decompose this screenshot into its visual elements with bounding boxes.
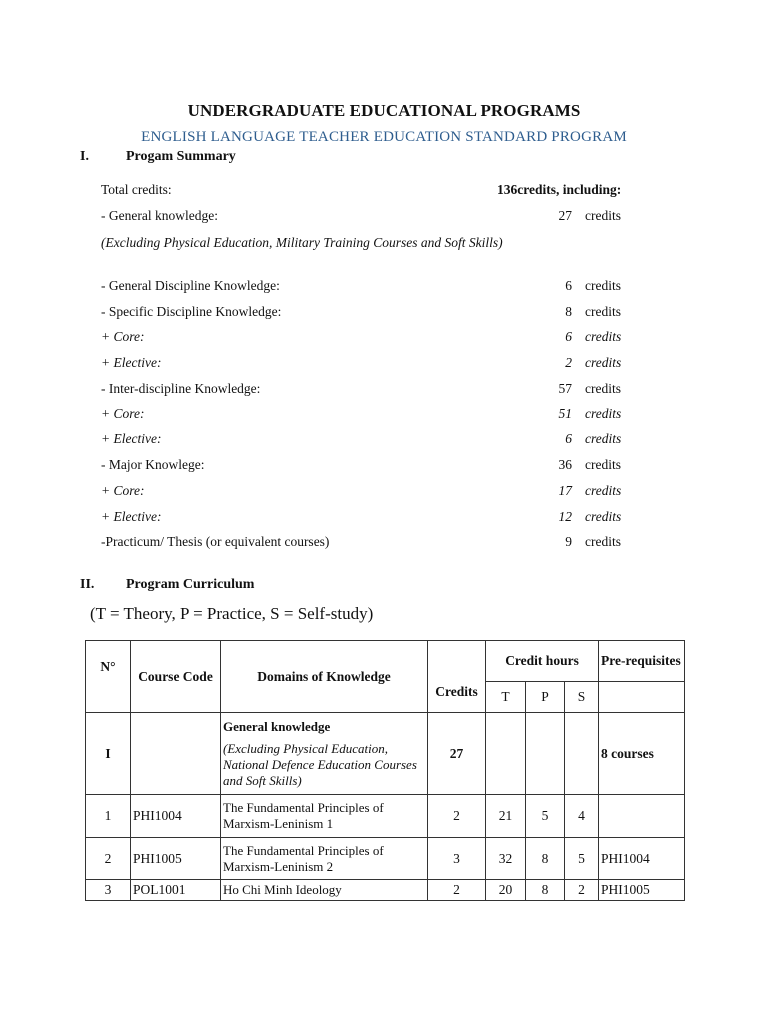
- table-row: [86, 795, 685, 838]
- summary-row: [101, 457, 661, 475]
- summary-unit: credits: [585, 208, 621, 223]
- group-prerequisites: 8 courses: [599, 713, 685, 795]
- group-title: General knowledge: [223, 718, 331, 734]
- summary-unit: credits: [585, 355, 622, 370]
- summary-unit: credits: [585, 329, 622, 344]
- summary-value: 36: [558, 457, 572, 472]
- summary-value: 9: [565, 534, 572, 549]
- summary-value: 6: [565, 329, 572, 344]
- header-prerequisites-blank: [599, 682, 685, 713]
- summary-label: + Core:: [101, 329, 145, 344]
- group-note: (Excluding Physical Education, National Defence Education Courses and Soft Skills): [223, 740, 417, 788]
- summary-note: (Excluding Physical Education, Military Training Courses and Soft Skills): [101, 235, 503, 250]
- row-credits: 3: [428, 838, 486, 880]
- summary-total-value: 136credits, including:: [497, 182, 622, 197]
- summary-row: [101, 406, 661, 424]
- summary-label: - Specific Discipline Knowledge:: [101, 304, 282, 319]
- summary-row: [101, 278, 661, 296]
- row-number: 2: [86, 838, 131, 880]
- group-code-blank: [131, 713, 221, 795]
- summary-value: 2: [565, 355, 572, 370]
- summary-value: 57: [558, 381, 572, 396]
- summary-row: [101, 304, 661, 322]
- header-domains: Domains of Knowledge: [221, 641, 428, 713]
- row-course-code: PHI1005: [131, 838, 221, 880]
- group-domain-cell: [221, 713, 428, 795]
- row-self-study: 2: [565, 880, 599, 901]
- group-t-blank: [486, 713, 526, 795]
- section-number: I.: [80, 149, 89, 164]
- curriculum-table: [85, 640, 685, 901]
- group-p-blank: [526, 713, 565, 795]
- summary-label: + Elective:: [101, 431, 162, 446]
- row-course-name: Ho Chi Minh Ideology: [221, 880, 428, 901]
- row-course-code: PHI1004: [131, 795, 221, 838]
- summary-unit: credits: [585, 278, 621, 293]
- header-credits: Credits: [428, 641, 486, 713]
- summary-unit: credits: [585, 406, 622, 421]
- summary-row: [101, 381, 661, 399]
- summary-label: + Core:: [101, 483, 145, 498]
- header-theory: T: [486, 682, 526, 713]
- table-row: [86, 838, 685, 880]
- summary-value: 17: [558, 483, 572, 498]
- summary-row: [101, 483, 661, 501]
- abbreviation-legend: (T = Theory, P = Practice, S = Self-study): [90, 604, 374, 623]
- row-course-code: POL1001: [131, 880, 221, 901]
- row-number: 1: [86, 795, 131, 838]
- summary-value: 6: [565, 278, 572, 293]
- table-row: [86, 880, 685, 901]
- summary-unit: credits: [585, 304, 621, 319]
- header-no: N°: [86, 641, 131, 713]
- summary-row: [101, 509, 661, 527]
- summary-label: + Core:: [101, 406, 145, 421]
- row-theory: 20: [486, 880, 526, 901]
- summary-label: + Elective:: [101, 509, 162, 524]
- summary-label: - General knowledge:: [101, 208, 218, 223]
- program-subtitle: ENGLISH LANGUAGE TEACHER EDUCATION STANDARD PROGRAM: [141, 129, 627, 145]
- summary-value: 12: [558, 509, 572, 524]
- row-practice: 8: [526, 880, 565, 901]
- section-label: Progam Summary: [126, 149, 236, 164]
- summary-unit: credits: [585, 483, 622, 498]
- section-number: II.: [80, 577, 95, 592]
- summary-total-label: Total credits:: [101, 182, 172, 197]
- row-number: 3: [86, 880, 131, 901]
- summary-row: [101, 534, 661, 552]
- section-label: Program Curriculum: [126, 577, 255, 592]
- summary-unit: credits: [585, 457, 621, 472]
- row-prerequisites: PHI1004: [599, 838, 685, 880]
- summary-value: 51: [558, 406, 572, 421]
- summary-unit: credits: [585, 534, 621, 549]
- summary-row: [101, 329, 661, 347]
- summary-unit: credits: [585, 381, 621, 396]
- summary-label: + Elective:: [101, 355, 162, 370]
- row-practice: 5: [526, 795, 565, 838]
- row-credits: 2: [428, 880, 486, 901]
- row-self-study: 5: [565, 838, 599, 880]
- row-prerequisites: [599, 795, 685, 838]
- summary-row: [101, 431, 661, 449]
- header-practice: P: [526, 682, 565, 713]
- summary-label: -Practicum/ Thesis (or equivalent courses): [101, 534, 330, 549]
- header-prerequisites: Pre-requisites: [599, 641, 685, 682]
- group-number: I: [86, 713, 131, 795]
- row-prerequisites: PHI1005: [599, 880, 685, 901]
- table-header-row: [86, 641, 685, 682]
- summary-unit: credits: [585, 509, 622, 524]
- summary-label: - General Discipline Knowledge:: [101, 278, 280, 293]
- row-credits: 2: [428, 795, 486, 838]
- summary-unit: credits: [585, 431, 622, 446]
- summary-row: [101, 208, 661, 226]
- summary-value: 27: [558, 208, 572, 223]
- row-theory: 32: [486, 838, 526, 880]
- header-self-study: S: [565, 682, 599, 713]
- group-credits: 27: [428, 713, 486, 795]
- document-title: UNDERGRADUATE EDUCATIONAL PROGRAMS: [187, 101, 581, 120]
- row-practice: 8: [526, 838, 565, 880]
- summary-value: 6: [565, 431, 572, 446]
- summary-label: - Inter-discipline Knowledge:: [101, 381, 261, 396]
- row-self-study: 4: [565, 795, 599, 838]
- summary-label: - Major Knowlege:: [101, 457, 205, 472]
- row-course-name: The Fundamental Principles of Marxism-Leninism 1: [221, 795, 428, 838]
- header-course-code: Course Code: [131, 641, 221, 713]
- row-course-name: The Fundamental Principles of Marxism-Leninism 2: [221, 838, 428, 880]
- summary-value: 8: [565, 304, 572, 319]
- group-s-blank: [565, 713, 599, 795]
- table-group-row: [86, 713, 685, 795]
- summary-row: [101, 355, 661, 373]
- row-theory: 21: [486, 795, 526, 838]
- header-credit-hours: Credit hours: [486, 641, 599, 682]
